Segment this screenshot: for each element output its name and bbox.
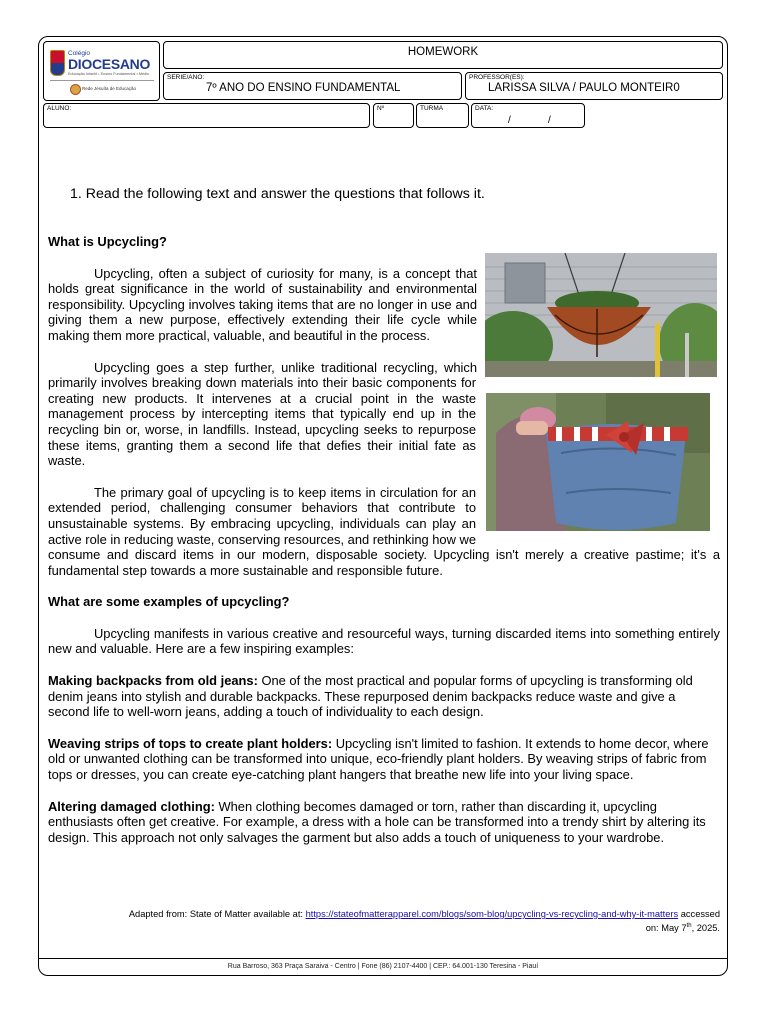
professor-field[interactable]	[465, 72, 723, 100]
credit-accessed-sup: th	[686, 922, 692, 929]
logo-small-text: Colégio	[68, 50, 91, 57]
section-heading: What is Upcycling?	[48, 234, 167, 249]
logo-divider	[50, 80, 154, 81]
date-slash: /	[508, 115, 511, 126]
example-text: Upcycling isn't limited to fashion. It extends to home decor, where old or unwanted clothing can be transformed into unique, eco-friendly plant holders. By weaving strips of fabric from tops or dresses, you can create eye-catching plant hangers that breathe new life into your living space.	[48, 735, 709, 783]
title-box	[163, 41, 723, 69]
source-link[interactable]: https://stateofmatterapparel.com/blogs/som-blog/upcycling-vs-recycling-and-why-it-matters	[305, 909, 679, 919]
section-heading: What are some examples of upcycling?	[48, 594, 290, 610]
footer-divider	[38, 958, 728, 959]
paragraph: Upcycling, often a subject of curiosity for many, is a concept that holds great significance in the world of sustainability and environmental responsibility. Upcycling involves taking items that are no longer in use and giving them a new purpose, effectively extending their life cycle while making them more practical, valuable, and beautiful in the process.	[48, 265, 477, 343]
credit-prefix: Adapted from: State of Matter available at:	[128, 909, 306, 919]
numero-field[interactable]	[373, 103, 414, 128]
source-credit	[48, 909, 720, 934]
example-title: Weaving strips of tops to create plant holders:	[48, 735, 333, 751]
serie-value: 7º ANO DO ENSINO FUNDAMENTAL	[206, 82, 401, 94]
example-text: When clothing becomes damaged or torn, rather than discarding it, upcycling enthusiasts often get creative. For example, a dress with a hole can be transformed into a trendy shirt by altering its design. This approach not only salvages the garment but also adds a touch of uniqueness to your wardrobe.	[48, 798, 706, 845]
logo-network: Rede Jesuíta de Educação	[82, 86, 137, 91]
credit-accessed-end: , 2025.	[691, 922, 720, 933]
example-item	[48, 736, 720, 783]
page-title: HOMEWORK	[407, 46, 479, 58]
article	[48, 234, 720, 845]
example-title: Altering damaged clothing:	[48, 798, 215, 814]
example-title: Making backpacks from old jeans:	[48, 673, 258, 689]
serie-label: SERIE/ANO:	[167, 74, 205, 81]
data-field[interactable]	[471, 103, 585, 128]
paragraph: Upcycling goes a step further, unlike traditional recycling, which primarily involves breaking down materials into their basic components for creating new products. It intervenes at a crucial point in the waste management process by intercepting items that typically end up in the recycling bin or, worse, in landfills. Instead, upcycling seeks to repurpose these items, granting them a second life that defies their initial fate as waste.	[48, 359, 477, 469]
example-text: One of the most practical and popular forms of upcycling is transforming old denim jeans into stylish and durable backpacks. These repurposed denim backpacks reduce waste and give a second life to well-worn jeans, adding a touch of individuality to each design.	[48, 673, 693, 720]
example-item	[48, 673, 720, 720]
example-item	[48, 799, 720, 846]
turma-label: TURMA	[420, 105, 444, 112]
professor-value: LARISSA SILVA / PAULO MONTEIR0	[488, 82, 680, 94]
turma-field[interactable]	[416, 103, 469, 128]
paragraph: Upcycling manifests in various creative and resourceful ways, turning discarded items into something entirely new and valuable. Here are a few inspiring examples:	[48, 625, 720, 657]
logo-subtitle: Educação Infantil • Ensino Fundamental • Médio	[68, 72, 150, 76]
aluno-label: ALUNO:	[47, 105, 72, 112]
date-slash: /	[548, 115, 551, 126]
paragraph: The primary goal of upcycling is to keep items in circulation for an extended period, challenging consumer behaviors that contribute to unsustainable systems. By embracing upcycling, individuals can play an active role in reducing waste, conserving resources, and rethinking how we consume and discard items in our modern, disposable society. Upcycling isn't merely a creative pastime; it's a fundamental step towards a more sustainable and responsible future.	[48, 484, 720, 578]
instruction-item: 1. Read the following text and answer the questions that follows it.	[70, 186, 485, 202]
network-badge-icon	[70, 84, 81, 95]
basketball-planter-photo	[485, 253, 717, 377]
crest-icon	[50, 50, 65, 76]
aluno-field[interactable]	[43, 103, 370, 128]
numero-label: Nº	[377, 105, 385, 112]
data-label: DATA:	[475, 105, 494, 112]
credit-accessed: on: May 7	[645, 922, 687, 933]
school-logo	[43, 41, 160, 101]
credit-suffix: accessed	[678, 909, 720, 919]
denim-bag-photo	[486, 393, 710, 531]
logo-school-name: DIOCESANO	[68, 56, 151, 72]
serie-field[interactable]	[163, 72, 462, 100]
footer-address: Rua Barroso, 363 Praça Saraiva - Centro | Fone (86) 2107-4400 | CEP.: 64.001-130 Teresina - Piauí	[227, 963, 539, 970]
professor-label: PROFESSOR(ES):	[469, 74, 525, 81]
